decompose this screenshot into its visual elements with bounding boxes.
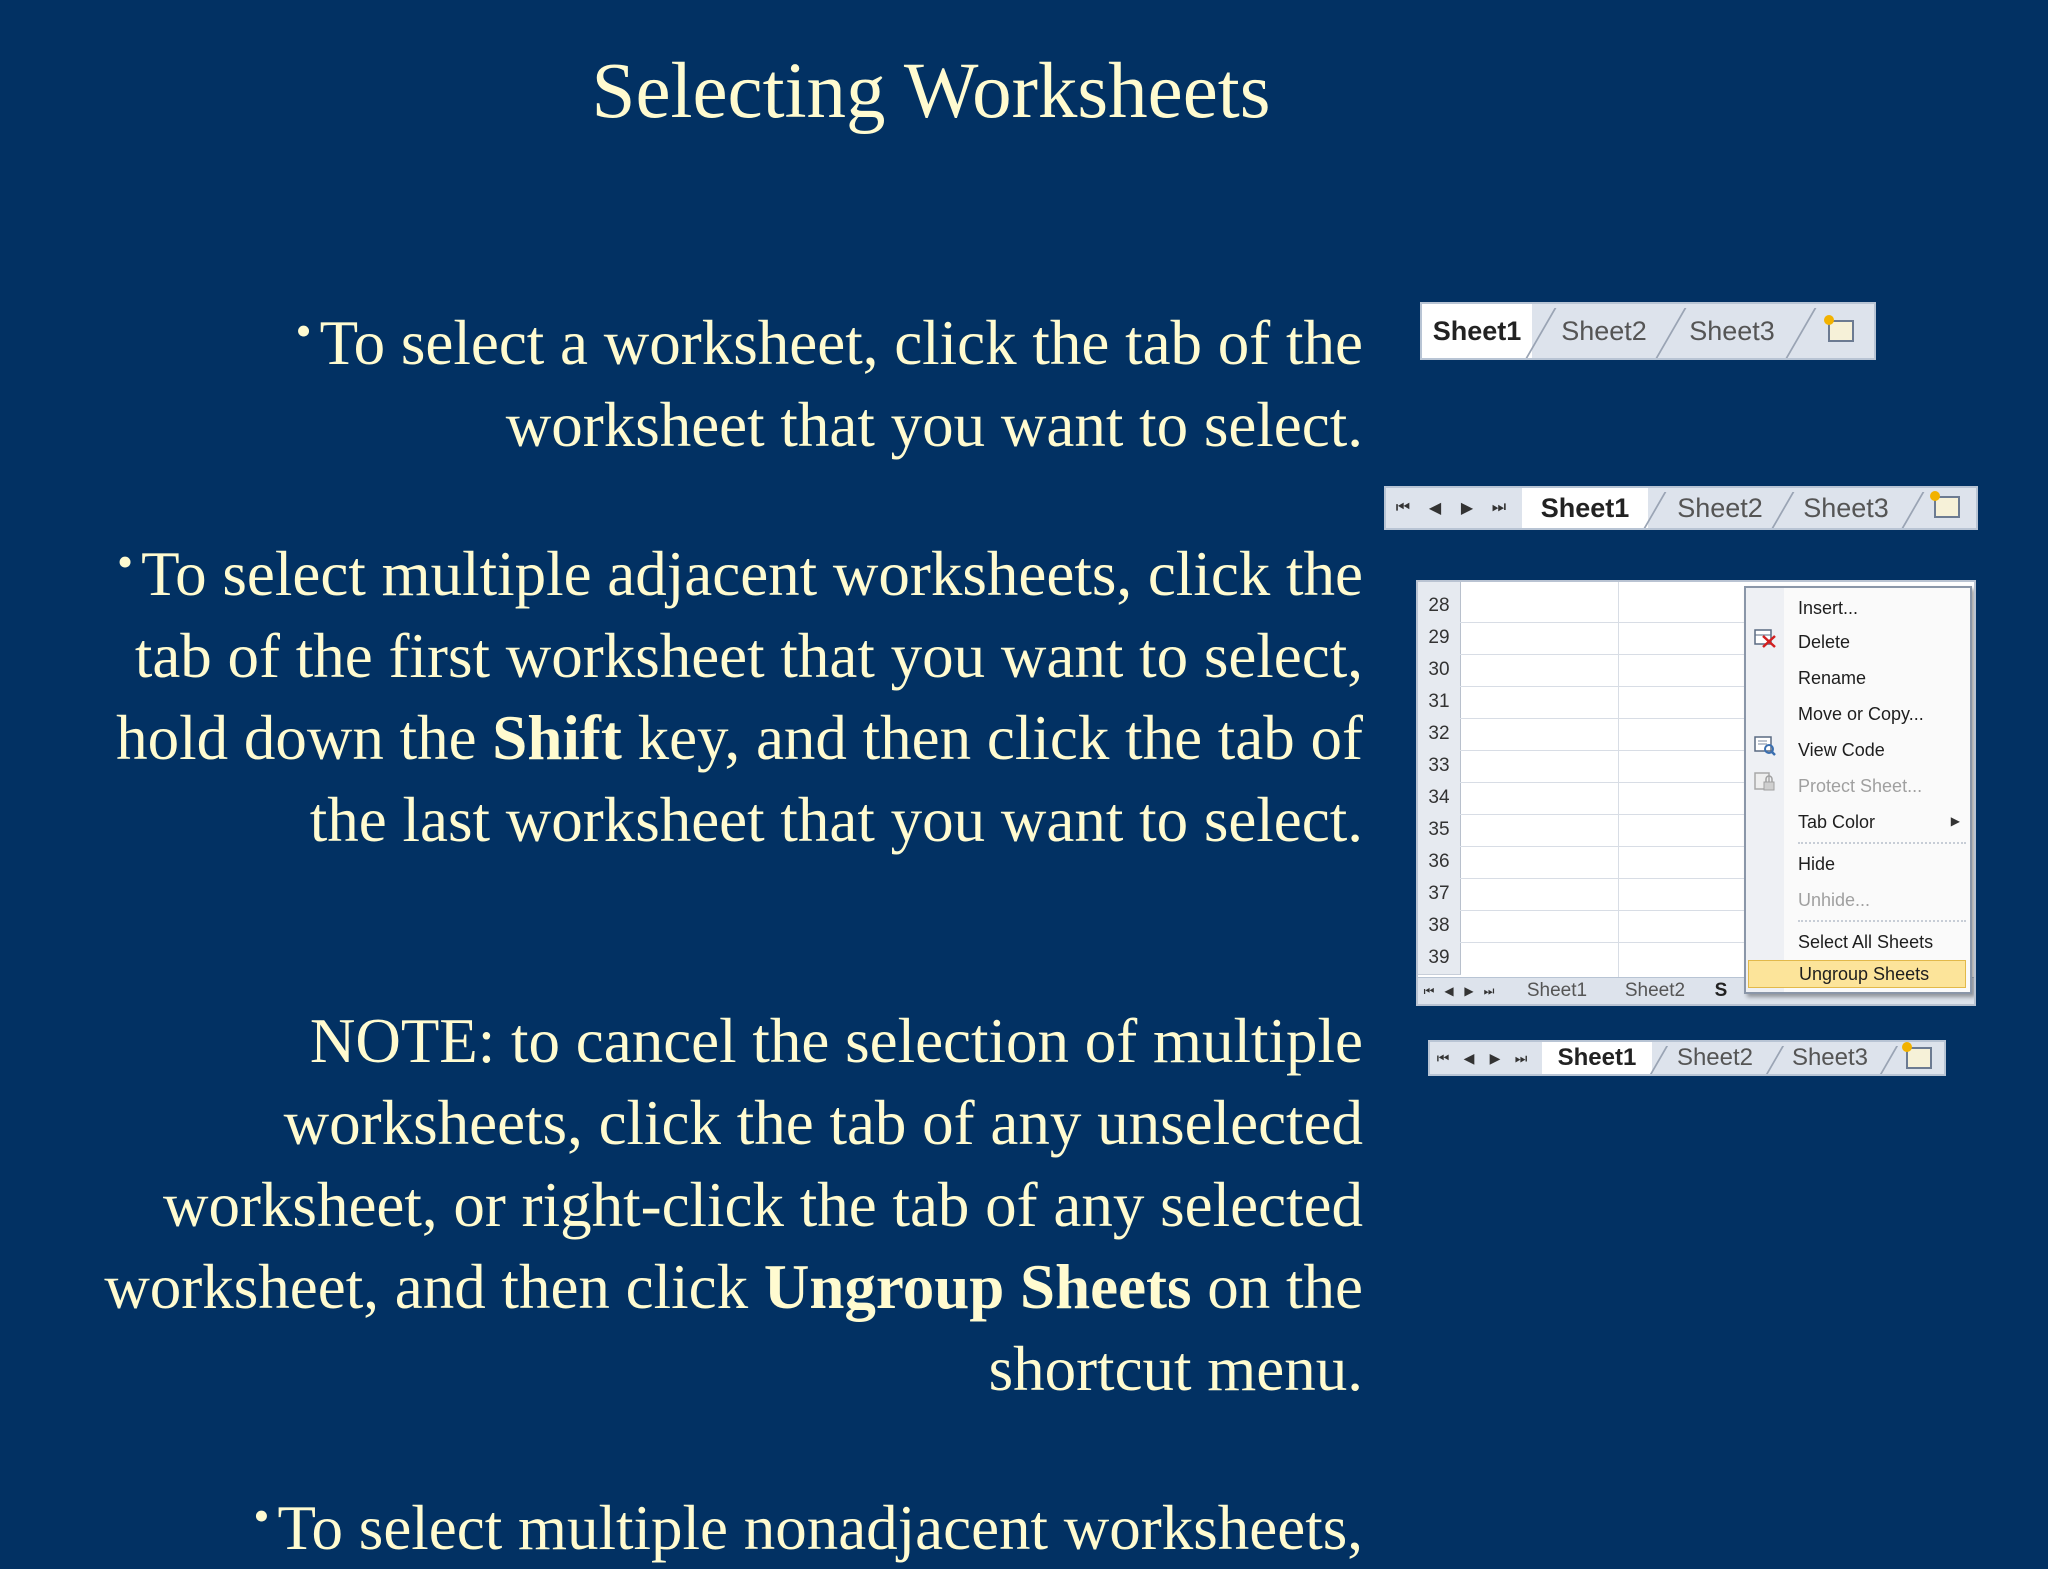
note-cancel-selection bbox=[33, 1000, 1363, 1410]
menu-item-hide[interactable]: Hide bbox=[1798, 853, 1836, 874]
grid-line bbox=[1460, 718, 1750, 719]
menu-item-rename[interactable]: Rename bbox=[1798, 667, 1867, 688]
delete-sheet-icon bbox=[1754, 628, 1776, 648]
sheet-tab-sheet2[interactable]: Sheet2 bbox=[1676, 1044, 1754, 1071]
insert-worksheet-icon[interactable] bbox=[1828, 320, 1854, 342]
tab-separator bbox=[1786, 308, 1817, 358]
bullet-text: To select multiple nonadjacent worksheets, bbox=[277, 1493, 1363, 1563]
row-header[interactable]: 34 bbox=[1418, 782, 1461, 815]
nav-first-icon[interactable]: ⏮ bbox=[1423, 983, 1435, 998]
note-text-c: on the shortcut menu. bbox=[988, 1252, 1363, 1404]
protect-sheet-icon bbox=[1754, 772, 1776, 792]
menu-item-select-all-sheets[interactable]: Select All Sheets bbox=[1798, 931, 1934, 952]
grid-line bbox=[1460, 622, 1750, 623]
bullet-icon: • bbox=[116, 536, 134, 587]
bullet-icon: • bbox=[253, 1490, 270, 1541]
nav-prev-icon[interactable]: ◀ bbox=[1463, 1049, 1475, 1066]
ungroup-sheets-label: Ungroup Sheets bbox=[763, 1252, 1192, 1322]
row-header[interactable]: 28 bbox=[1418, 590, 1461, 623]
row-header[interactable]: 36 bbox=[1418, 846, 1461, 879]
grid-line bbox=[1460, 910, 1750, 911]
bullet-text-c: key, and then click the tab of the last worksheet that you want to select. bbox=[309, 703, 1363, 855]
slide-title: Selecting Worksheets bbox=[591, 48, 1271, 135]
sheet-tab-sheet1[interactable]: Sheet1 bbox=[1542, 1042, 1652, 1074]
grid-line bbox=[1460, 782, 1750, 783]
sheet-tab-sheet3[interactable]: Sheet3 bbox=[1689, 315, 1775, 346]
sheet-tab-context-menu bbox=[1744, 586, 1972, 994]
nav-first-icon[interactable]: ⏮ bbox=[1436, 1049, 1450, 1066]
sheet-tab-bar-3 bbox=[1428, 1040, 1946, 1076]
row-header[interactable]: 31 bbox=[1418, 686, 1461, 719]
menu-separator bbox=[1798, 842, 1966, 844]
note-text-a: NOTE: to cancel the selection of multiple worksheets, click the tab of any unselected worksheet, or right-click the tab of any selected worksheet, and then click bbox=[104, 1006, 1363, 1322]
menu-separator bbox=[1798, 920, 1966, 922]
bullet-text-a: To select multiple adjacent worksheets, click the tab of the first worksheet that you want to select, hold down the bbox=[116, 539, 1363, 773]
menu-item-ungroup-sheets[interactable]: Ungroup Sheets bbox=[1748, 960, 1966, 988]
nav-last-icon[interactable]: ⏭ bbox=[1491, 499, 1507, 516]
nav-prev-icon[interactable]: ◀ bbox=[1444, 984, 1454, 998]
grid-line bbox=[1618, 582, 1619, 978]
row-header[interactable]: 35 bbox=[1418, 814, 1461, 847]
view-code-icon bbox=[1754, 736, 1776, 756]
bullet-select-adjacent bbox=[73, 521, 1363, 861]
row-header[interactable]: 38 bbox=[1418, 910, 1461, 943]
row-header[interactable]: 39 bbox=[1418, 942, 1461, 975]
nav-last-icon[interactable]: ⏭ bbox=[1514, 1049, 1528, 1066]
submenu-arrow-icon: ▶ bbox=[1950, 814, 1960, 828]
row-header[interactable]: 37 bbox=[1418, 878, 1461, 911]
grid-line bbox=[1460, 814, 1750, 815]
menu-item-unhide: Unhide... bbox=[1798, 889, 1871, 910]
bullet-select-nonadjacent bbox=[63, 1475, 1363, 1569]
menu-item-tab-color[interactable]: Tab Color bbox=[1798, 811, 1876, 832]
tab-separator bbox=[1880, 1046, 1898, 1074]
menu-item-protect-sheet: Protect Sheet... bbox=[1798, 775, 1923, 796]
insert-worksheet-icon[interactable] bbox=[1934, 496, 1960, 518]
nav-next-icon[interactable]: ▶ bbox=[1464, 984, 1474, 998]
nav-next-icon[interactable]: ▶ bbox=[1460, 500, 1474, 517]
nav-next-icon[interactable]: ▶ bbox=[1489, 1049, 1501, 1066]
row-header[interactable]: 32 bbox=[1418, 718, 1461, 751]
sheet-tab-sheet3[interactable]: S bbox=[1714, 980, 1728, 1001]
grid-line bbox=[1460, 750, 1750, 751]
menu-item-insert[interactable]: Insert... bbox=[1798, 597, 1859, 618]
menu-item-delete[interactable]: Delete bbox=[1798, 631, 1851, 652]
shift-key-label: Shift bbox=[492, 703, 622, 773]
menu-item-view-code[interactable]: View Code bbox=[1798, 739, 1885, 760]
sheet-tab-bar-2 bbox=[1384, 486, 1978, 530]
grid-line bbox=[1460, 846, 1750, 847]
sheet-tab-sheet2[interactable]: Sheet2 bbox=[1561, 315, 1647, 346]
grid-line bbox=[1460, 686, 1750, 687]
sheet-tab-sheet3[interactable]: Sheet3 bbox=[1791, 1044, 1869, 1071]
nav-prev-icon[interactable]: ◀ bbox=[1428, 500, 1442, 517]
sheet-tab-sheet2[interactable]: Sheet2 bbox=[1624, 980, 1686, 1001]
grid-line bbox=[1460, 654, 1750, 655]
bullet-text: To select a worksheet, click the tab of the worksheet that you want to select. bbox=[319, 308, 1363, 460]
sheet-tab-bar-1 bbox=[1420, 302, 1876, 360]
sheet-tab-sheet2[interactable]: Sheet2 bbox=[1677, 492, 1763, 523]
grid-line bbox=[1460, 942, 1750, 943]
row-header[interactable]: 29 bbox=[1418, 622, 1461, 655]
spreadsheet-context-menu-screenshot bbox=[1416, 580, 1976, 1006]
grid-line bbox=[1460, 878, 1750, 879]
menu-item-move-or-copy[interactable]: Move or Copy... bbox=[1798, 703, 1924, 724]
bullet-select-worksheet bbox=[183, 290, 1363, 466]
sheet-tab-sheet1[interactable]: Sheet1 bbox=[1526, 980, 1588, 1001]
nav-last-icon[interactable]: ⏭ bbox=[1483, 983, 1495, 998]
sheet-tab-sheet1[interactable]: Sheet1 bbox=[1422, 304, 1532, 358]
sheet-tab-sheet3[interactable]: Sheet3 bbox=[1803, 492, 1889, 523]
insert-worksheet-icon[interactable] bbox=[1906, 1047, 1932, 1069]
sheet-tab-sheet1[interactable]: Sheet1 bbox=[1522, 488, 1648, 528]
nav-first-icon[interactable]: ⏮ bbox=[1395, 499, 1411, 516]
row-header[interactable]: 30 bbox=[1418, 654, 1461, 687]
bullet-icon: • bbox=[295, 305, 312, 356]
row-header[interactable]: 33 bbox=[1418, 750, 1461, 783]
